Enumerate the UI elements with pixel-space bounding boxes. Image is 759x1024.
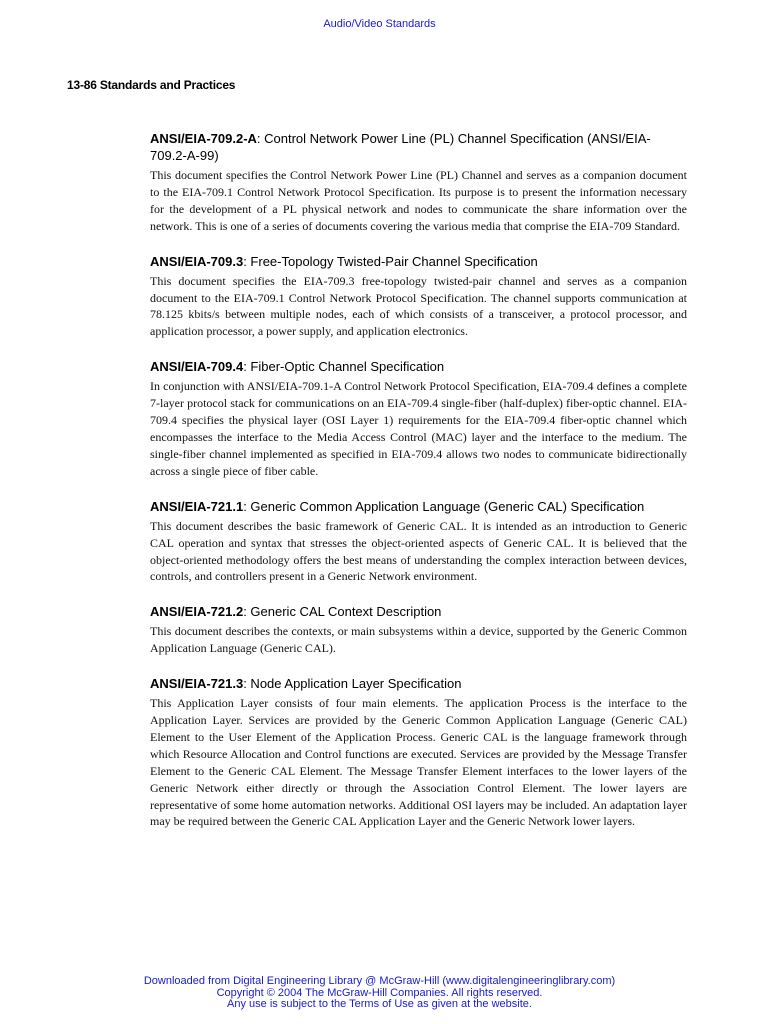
entry-code: ANSI/EIA-721.1 <box>150 498 244 514</box>
entry-body: In conjunction with ANSI/EIA-709.1-A Control Network Protocol Specification, EIA-709.4 defines a complete 7-layer protocol stack for communications on an EIA-709.4 single-fiber (half-duplex) fiber-optic channel. EIA-709.4 specifies the physical layer (OSI Layer 1) requirements for the EIA-709.4 fiber-optic channel which encompasses the interface to the Media Access Control (MAC) layer and the interface to the medium. The single-fiber channel implemented as specified in EIA-709.4 allows two nodes to communicate bidirectionally across a single piece of fiber cable. <box>150 379 687 478</box>
entry-code: ANSI/EIA-721.2 <box>150 604 244 620</box>
entry-code: ANSI/EIA-709.2-A <box>150 131 257 146</box>
entry-eia-721-3 <box>150 675 687 830</box>
entry-title-text: : Free-Topology Twisted-Pair Channel Specification <box>243 253 538 269</box>
entry-eia-709-4 <box>150 358 687 479</box>
entry-title-text: : Generic Common Application Language (Generic CAL) Specification <box>243 498 645 514</box>
entry-code: ANSI/EIA-709.4 <box>150 359 244 375</box>
entry-body: This document describes the basic framework of Generic CAL. It is intended as an introduction to Generic CAL operation and syntax that stresses the object-oriented aspects of Generic CAL. It is believed that the object-oriented methodology offers the best means of understanding the complex interaction between devices, controls, and controllers present in a Generic Network environment. <box>150 518 687 584</box>
entry-title-text: : Node Application Layer Specification <box>243 676 462 692</box>
entry-title <box>150 675 687 692</box>
entry-eia-721-2 <box>150 603 687 657</box>
entry-title <box>150 498 687 515</box>
entry-title-text: : Generic CAL Context Description <box>243 604 442 620</box>
entry-body: This document specifies the Control Network Power Line (PL) Channel and serves as a companion document to the EIA-709.1 Control Network Protocol Specification. Its purpose is to present the information necessary for the development of a PL physical network and nodes to communicate the share information over the network. This is one of a series of documents covering the various media that comprise the EIA-709 Standard. <box>150 168 687 233</box>
entry-title <box>150 130 687 164</box>
entry-code: ANSI/EIA-709.3 <box>150 253 244 269</box>
running-head: 13-86 Standards and Practices <box>67 78 236 92</box>
footer-notice <box>0 976 759 1011</box>
entry-title <box>150 253 687 270</box>
entry-eia-721-1 <box>150 498 687 586</box>
entry-eia-709-2-a <box>150 130 687 235</box>
entry-body: This document specifies the EIA-709.3 free-topology twisted-pair channel and serves as a companion document to the EIA-709.1 Control Network Protocol Specification. The channel supports communication at 78.125 kbits/s between multiple nodes, each of which consists of a transceiver, a protocol processor, and application processor, a power supply, and application electronics. <box>150 273 687 339</box>
footer-terms-link[interactable]: Any use is subject to the Terms of Use as given at the website. <box>227 998 532 1010</box>
entry-title <box>150 358 687 375</box>
entry-body: This document describes the contexts, or main subsystems within a device, supported by the Generic Common Application Language (Generic CAL). <box>150 624 687 656</box>
footer-copyright[interactable]: Copyright © 2004 The McGraw-Hill Companies. All rights reserved. <box>216 986 543 999</box>
footer-download-link[interactable]: Downloaded from Digital Engineering Library @ McGraw-Hill (www.digitalengineeringlibrary.com) <box>143 975 616 987</box>
entry-code: ANSI/EIA-721.3 <box>150 676 244 692</box>
entry-eia-709-3 <box>150 253 687 341</box>
entry-body: This Application Layer consists of four main elements. The application Process is the interface to the Application Layer. Services are provided by the Generic Common Application Language (Generic CAL) Element to the User Element of the Application Process. Generic CAL is the language framework through which Resource Allocation and Control functions are executed. Services are provided by the Message Transfer Element to the Generic CAL Element. The Message Transfer Element interfaces to the lower layers of the Generic Network either directly or through the Association Control Element. The lower layers are representative of some home automation networks. Additional OSI layers may be included. An adaptation layer may be required between the Generic CAL Application Layer and the Generic Network lower layers. <box>150 696 687 829</box>
document-body <box>150 130 687 830</box>
entry-title-text: : Control Network Power Line (PL) Channel Specification (ANSI/EIA-709.2-A-99) <box>150 131 651 163</box>
entry-title-text: : Fiber-Optic Channel Specification <box>243 359 445 375</box>
top-section-link[interactable]: Audio/Video Standards <box>323 18 436 30</box>
entry-title <box>150 603 687 620</box>
